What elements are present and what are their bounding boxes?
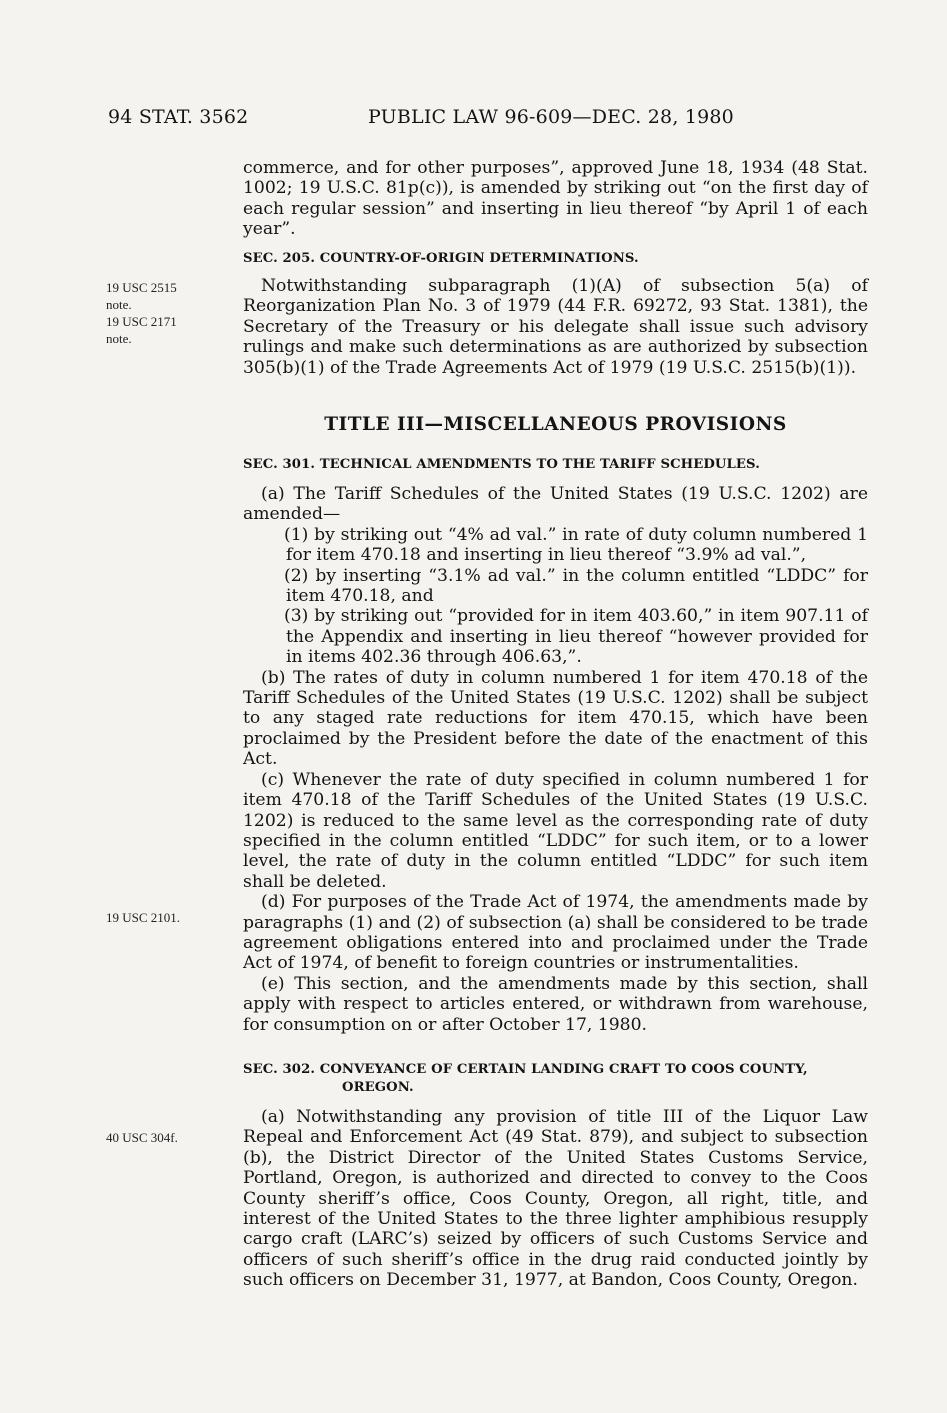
- sec302-heading-line2: OREGON.: [342, 1080, 414, 1095]
- sec301-body: [243, 484, 868, 1035]
- margin-note-sec302: 40 USC 304f.: [106, 1130, 178, 1145]
- sec205-text: Notwithstanding subparagraph (1)(A) of subsection 5(a) of Reorganization Plan No. 3 of 1979 (44 F.R. 69272, 93 Stat. 1381), the Secretary of the Treasury or his delegate shall issue such advisory rulings and make such determinations as are authorized by subsection 305(b)(1) of the Trade Agreements Act of 1979 (19 U.S.C. 2515(b)(1)).: [243, 276, 868, 378]
- sec301-subsection-a: (a) The Tariff Schedules of the United States (19 U.S.C. 1202) are amended—: [243, 484, 868, 525]
- sec301-heading: SEC. 301. TECHNICAL AMENDMENTS TO THE TARIFF SCHEDULES.: [243, 457, 760, 472]
- public-law-reference: PUBLIC LAW 96-609—DEC. 28, 1980: [368, 106, 734, 128]
- sec302-body: [243, 1107, 868, 1291]
- statute-reference: 94 STAT. 3562: [108, 106, 249, 128]
- margin-note-line: note.: [106, 297, 132, 312]
- title-heading: TITLE III—MISCELLANEOUS PROVISIONS: [324, 414, 787, 435]
- intro-paragraph: [243, 158, 868, 240]
- sec301-paragraph-2: (2) by inserting “3.1% ad val.” in the column entitled “LDDC” for item 470.18, and: [284, 565, 868, 607]
- margin-note-line: 19 USC 2171: [106, 314, 177, 329]
- sec301-paragraph-3: (3) by striking out “provided for in item 403.60,” in item 907.11 of the Appendix and inserting in lieu thereof “however provided for in items 402.36 through 406.63,”.: [284, 606, 868, 668]
- intro-text: commerce, and for other purposes”, approved June 18, 1934 (48 Stat. 1002; 19 U.S.C. 81p(c)), is amended by striking out “on the first day of each regular session” and inserting in lieu thereof “by April 1 of each year”.: [243, 158, 868, 240]
- margin-note-line: 19 USC 2515: [106, 280, 177, 295]
- sec302-heading-line1: SEC. 302. CONVEYANCE OF CERTAIN LANDING CRAFT TO COOS COUNTY,: [243, 1062, 808, 1077]
- sec302-subsection-a: (a) Notwithstanding any provision of title III of the Liquor Law Repeal and Enforcement Act (49 Stat. 879), and subject to subsection (b), the District Director of the United States Customs Service, Portland, Oregon, is authorized and directed to convey to the Coos County sheriff’s office, Coos County, Oregon, all right, title, and interest of the United States to the three lighter amphibious resupply cargo craft (LARC’s) seized by officers of such Customs Service and officers of such sheriff’s office in the drug raid conducted jointly by such officers on December 31, 1977, at Bandon, Coos County, Oregon.: [243, 1107, 868, 1291]
- sec301-subsection-e: (e) This section, and the amendments made by this section, shall apply with respect to articles entered, or withdrawn from warehouse, for consumption on or after October 17, 1980.: [243, 973, 868, 1035]
- margin-note-sec205: [106, 279, 177, 347]
- margin-note-sec301d: 19 USC 2101.: [106, 910, 181, 925]
- margin-note-line: note.: [106, 331, 132, 346]
- sec301-subsection-c: (c) Whenever the rate of duty specified in column numbered 1 for item 470.18 of the Tariff Schedules of the United States (19 U.S.C. 1202) is reduced to the same level as the corresponding rate of duty specified in the column entitled “LDDC” for such item, or to a lower level, the rate of duty in the column entitled “LDDC” for such item shall be deleted.: [243, 769, 868, 892]
- sec301-subsection-b: (b) The rates of duty in column numbered 1 for item 470.18 of the Tariff Schedules of the United States (19 U.S.C. 1202) shall be subject to any staged rate reductions for item 470.15, which have been proclaimed by the President before the date of the enactment of this Act.: [243, 667, 868, 770]
- sec302-heading: [243, 1061, 868, 1097]
- sec205-body: [243, 276, 868, 378]
- sec301-paragraph-1: (1) by striking out “4% ad val.” in rate of duty column numbered 1 for item 470.18 and inserting in lieu thereof “3.9% ad val.”,: [284, 524, 868, 566]
- sec205-heading: SEC. 205. COUNTRY-OF-ORIGIN DETERMINATIONS.: [243, 251, 639, 266]
- sec301-subsection-d: (d) For purposes of the Trade Act of 1974, the amendments made by paragraphs (1) and (2) of subsection (a) shall be considered to be trade agreement obligations entered into and proclaimed under the Trade Act of 1974, of benefit to foreign countries or instrumentalities.: [243, 892, 868, 974]
